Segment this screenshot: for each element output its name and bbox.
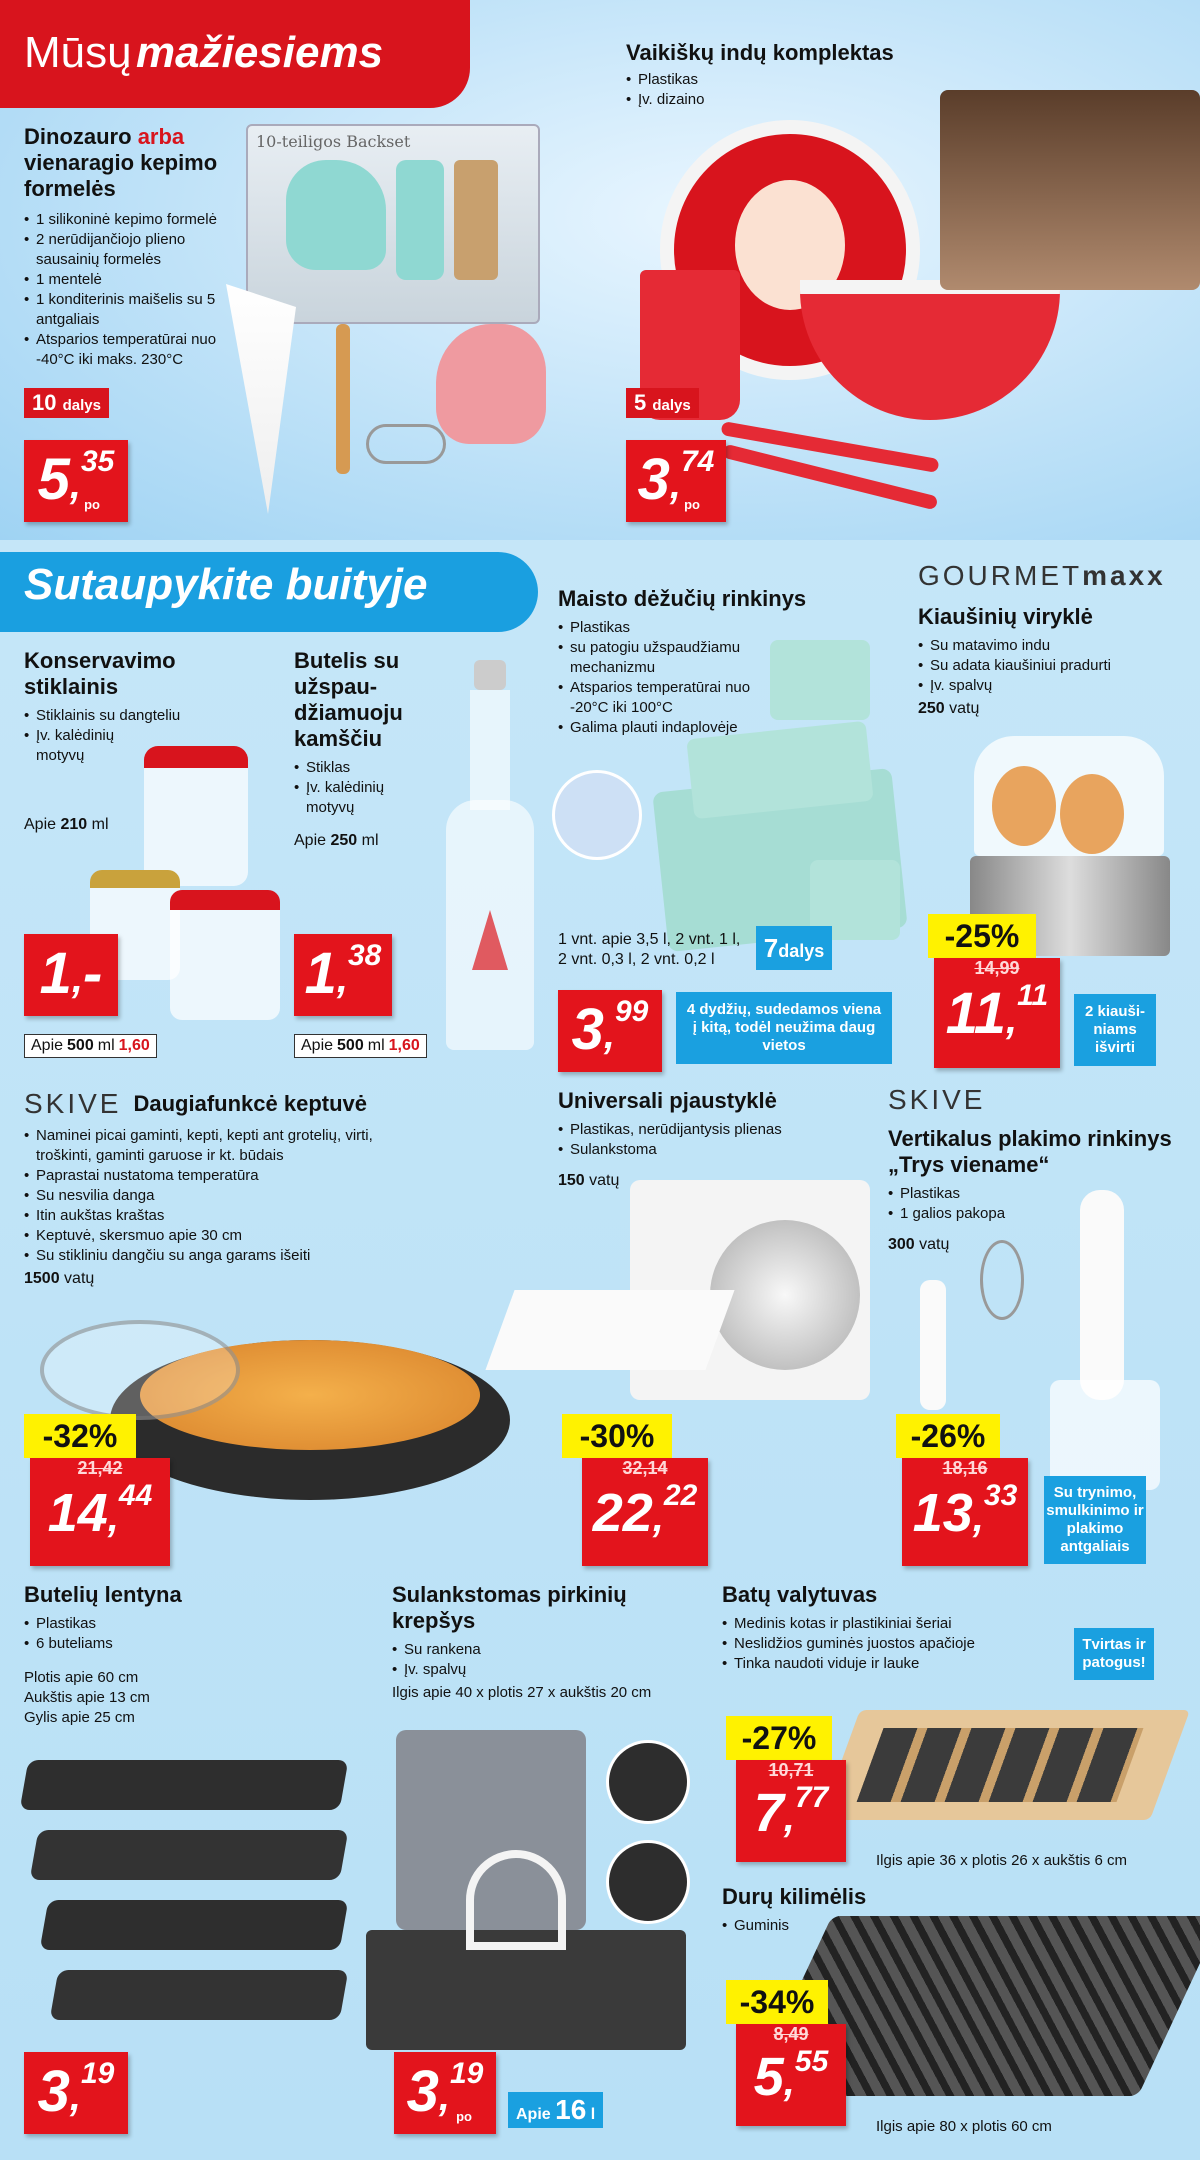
price-tag: 18,16 13,33 [902, 1458, 1028, 1566]
price-tag: 32,14 22,22 [582, 1458, 708, 1566]
old-price: 10,71 [768, 1760, 814, 1780]
parts-badge: 5 dalys [626, 388, 699, 418]
slicer-image [500, 1180, 880, 1430]
product-title: Sulankstomas pirkinių krepšys [392, 1582, 627, 1633]
brand-logo: SKIVE [888, 1084, 986, 1115]
product-title: Vaikiškų indų komplektas [626, 40, 894, 65]
product-title: Kiaušinių viryklė [918, 604, 1093, 629]
old-price: 32,14 [622, 1458, 668, 1478]
box-label: 10-teiligos Backset [256, 132, 411, 151]
old-price: 18,16 [942, 1458, 988, 1478]
volume: Apie 250 ml [294, 832, 379, 849]
parts-badge: 10 dalys [24, 388, 109, 418]
product-bottle[interactable] [294, 648, 424, 850]
food-boxes-spec: 1 vnt. apie 3,5 l, 2 vnt. 1 l, 2 vnt. 0,3 l, 2 vnt. 0,2 l [558, 931, 741, 968]
price-tag: 3 , 99 [558, 990, 662, 1072]
product-title: Universali pjaustyklė [558, 1088, 777, 1113]
product-title: Dinozauro arba vienaragio kepimo formelės [24, 124, 218, 201]
feature-list: • Medinis kotas ir plastikiniai šeriai • Neslidžios guminės juostos apačioje • Tinka naudoti viduje ir lauke [722, 1614, 1142, 1674]
product-title: Butelis su užspaudžiamuoju kamščiu [294, 648, 403, 751]
feature-list: • Plastikas • 1 galios pakopa [888, 1184, 1188, 1224]
food-boxes-note: 4 dydžių, sudedamos viena į kitą, todėl neužima daug vietos [676, 992, 892, 1064]
product-folding-basket[interactable] [392, 1582, 712, 1701]
section-banner-kids [0, 0, 470, 108]
power: 300 vatų [888, 1236, 950, 1253]
product-title: Daugiafunkcė keptuvė [133, 1091, 367, 1116]
feature-list: • Naminei picai gaminti, kepti, kepti ant grotelių, virti, troškinti, gaminti garuose ir kt. būdais • Paprastai nustatoma temperatūra • Su nesvilia danga • Itin aukštas kraštas • Keptuvė, skersmuo apie 30 cm • Su stikliniu dangčiu su anga garams išeiti [24, 1126, 544, 1266]
discount-badge: -32% [24, 1414, 136, 1458]
feature-list: • Plastikas • Įv. dizaino [626, 70, 926, 110]
discount-badge: -27% [726, 1716, 832, 1760]
product-bottle-rack[interactable] [24, 1582, 354, 1728]
brand-logo: SKIVE [24, 1088, 122, 1119]
power: 250 vatų [918, 700, 980, 717]
feature-list: • Guminis [722, 1916, 1022, 1936]
price-tag: 3 , 19 po [394, 2052, 496, 2134]
old-price: 21,42 [77, 1458, 123, 1478]
blender-note: Su trynimo, smulkinimo ir plakimo antgaliais [1044, 1476, 1146, 1564]
product-title: Durų kilimėlis [722, 1884, 867, 1909]
price-tag: 5 , 35 po [24, 440, 128, 522]
product-slicer[interactable] [558, 1088, 858, 1190]
product-egg-cooker[interactable] [918, 560, 1188, 718]
banner-title-a: Mūsų [24, 28, 132, 77]
dimensions: Ilgis apie 40 x plotis 27 x aukštis 20 cm [392, 1684, 652, 1701]
price-tag: 14,99 11,11 [934, 958, 1060, 1068]
folding-basket-image [366, 1730, 686, 2060]
bottle-rack-image [24, 1760, 344, 2060]
feature-list: • Su matavimo indu • Su adata kiaušiniui pradurti • Įv. spalvų [918, 636, 1188, 696]
shoe-brush-note: Tvirtas ir patogus! [1074, 1628, 1154, 1680]
product-title: Butelių lentyna [24, 1582, 182, 1607]
discount-badge: -25% [928, 914, 1036, 958]
door-mat-dims: Ilgis apie 80 x plotis 60 cm [876, 2118, 1052, 2135]
volume-badge: Apie 16 l [508, 2092, 603, 2128]
discount-badge: -26% [896, 1414, 1000, 1458]
shoe-brush-image [840, 1700, 1170, 1830]
shoe-brush-dims: Ilgis apie 36 x plotis 26 x aukštis 6 cm [876, 1852, 1127, 1869]
power: 1500 vatų [24, 1270, 95, 1287]
feature-list: • Plastikas • 6 buteliams [24, 1614, 354, 1654]
product-pan[interactable] [24, 1088, 544, 1288]
feature-list: • Plastikas, nerūdijantysis plienas • Sulankstoma [558, 1120, 858, 1160]
feature-list: • 1 silikoninė kepimo formelė • 2 nerūdijančiojo plieno sausainių formelės • 1 mentelė • 1 konditerinis maišelis su 5 antgaliais • Atsparios temperatūrai nuo -40°C iki maks. 230°C [24, 210, 244, 370]
old-price: 8,49 [773, 2024, 809, 2044]
price-tag: 3 , 19 [24, 2052, 128, 2134]
feature-list: • Plastikas • su patogiu užspaudžiamu mechanizmu • Atsparios temperatūrai nuo -20°C iki 100°C • Galima plauti indaplovėje [558, 618, 768, 738]
price-tag: 8,49 5,55 [736, 2024, 846, 2126]
brand-logo: GOURMETmaxx [918, 560, 1166, 591]
banner-title-b: mažiesiems [136, 28, 384, 77]
section-banner-household [0, 552, 538, 632]
discount-badge: -34% [726, 1980, 828, 2024]
price-tag: 10,71 7,77 [736, 1760, 846, 1862]
egg-cooker-note: 2 kiaušiniams išvirti [1074, 994, 1156, 1066]
price-tag: 1 , - [24, 934, 118, 1016]
product-title: Batų valytuvas [722, 1582, 878, 1607]
feature-list: • Stiklainis su dangteliu • Įv. kalėdinių motyvų [24, 706, 134, 766]
food-boxes-image [550, 620, 920, 980]
parts-badge: 7dalys [756, 926, 832, 970]
product-title: Maisto dėžučių rinkinys [558, 586, 807, 611]
dino-molds-image [246, 124, 540, 534]
banner-title: Sutaupykite buityje [24, 560, 428, 609]
old-price: 14,99 [974, 958, 1020, 978]
feature-list: • Stiklas • Įv. kalėdinių motyvų [294, 758, 414, 818]
bottle-image [440, 660, 540, 1060]
product-dino-molds[interactable] [24, 124, 244, 370]
discount-badge: -30% [562, 1414, 672, 1458]
volume: Apie 210 ml [24, 816, 109, 833]
product-title: Vertikalus plakimo rinkinys „Trys viename“ [888, 1126, 1172, 1177]
product-title: Konservavimo stiklainis [24, 648, 176, 699]
alt-size-price: Apie 500 ml 1,60 [24, 1034, 157, 1058]
price-tag: 21,42 14,44 [30, 1458, 170, 1566]
price-tag: 1 , 38 [294, 934, 392, 1016]
feature-list: • Su rankena • Įv. spalvų [392, 1640, 712, 1680]
power: 150 vatų [558, 1172, 620, 1189]
alt-size-price: Apie 500 ml 1,60 [294, 1034, 427, 1058]
dimensions: Plotis apie 60 cm Aukštis apie 13 cm Gylis apie 25 cm [24, 1669, 150, 1726]
price-tag: 3 , 74 po [626, 440, 726, 522]
